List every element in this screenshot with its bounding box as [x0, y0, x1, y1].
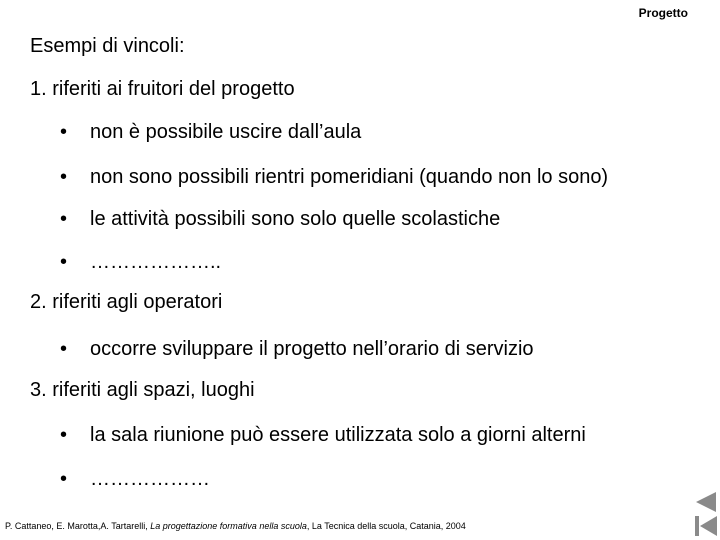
- slide-header-label: Progetto: [638, 6, 688, 20]
- previous-slide-icon-graphic: [694, 490, 718, 514]
- bullet-text: le attività possibili sono solo quelle scolastiche: [90, 208, 501, 230]
- section-title-2: 2. riferiti agli operatori: [30, 291, 223, 313]
- bullet-text: occorre sviluppare il progetto nell’orario di servizio: [90, 338, 534, 360]
- bullet-text: la sala riunione può essere utilizzata solo a giorni alterni: [90, 424, 586, 446]
- list-item: [60, 250, 221, 274]
- list-item: [60, 337, 534, 361]
- section-title-1: 1. riferiti ai fruitori del progetto: [30, 78, 295, 100]
- citation-footer: [5, 521, 466, 531]
- footer-authors: P. Cattaneo, E. Marotta,A. Tartarelli,: [5, 521, 151, 531]
- bullet-text: ………………..: [90, 251, 222, 273]
- footer-book-title: La progettazione formativa nella scuola: [150, 521, 307, 531]
- intro-heading: Esempi di vincoli:: [30, 35, 185, 57]
- list-item: [60, 423, 586, 447]
- footer-publisher: , La Tecnica della scuola, Catania, 2004: [306, 521, 466, 531]
- list-item: [60, 207, 500, 231]
- bullet-text: non è possibile uscire dall’aula: [90, 121, 362, 143]
- bullet-text: non sono possibili rientri pomeridiani (quando non lo sono): [90, 166, 609, 188]
- first-slide-icon-graphic: [694, 514, 718, 538]
- bullet-symbol: •: [60, 424, 68, 446]
- bullet-symbol: •: [60, 166, 68, 188]
- previous-slide-icon[interactable]: [694, 490, 718, 514]
- list-item: [60, 165, 608, 189]
- list-item: [60, 120, 361, 144]
- bullet-symbol: •: [60, 338, 68, 360]
- bullet-symbol: •: [60, 121, 68, 143]
- section-title-3: 3. riferiti agli spazi, luoghi: [30, 379, 255, 401]
- bullet-text: ………………: [90, 468, 210, 490]
- bullet-symbol: •: [60, 208, 68, 230]
- bullet-symbol: •: [60, 468, 68, 490]
- first-slide-icon[interactable]: [694, 514, 718, 538]
- list-item: [60, 467, 210, 491]
- bullet-symbol: •: [60, 251, 68, 273]
